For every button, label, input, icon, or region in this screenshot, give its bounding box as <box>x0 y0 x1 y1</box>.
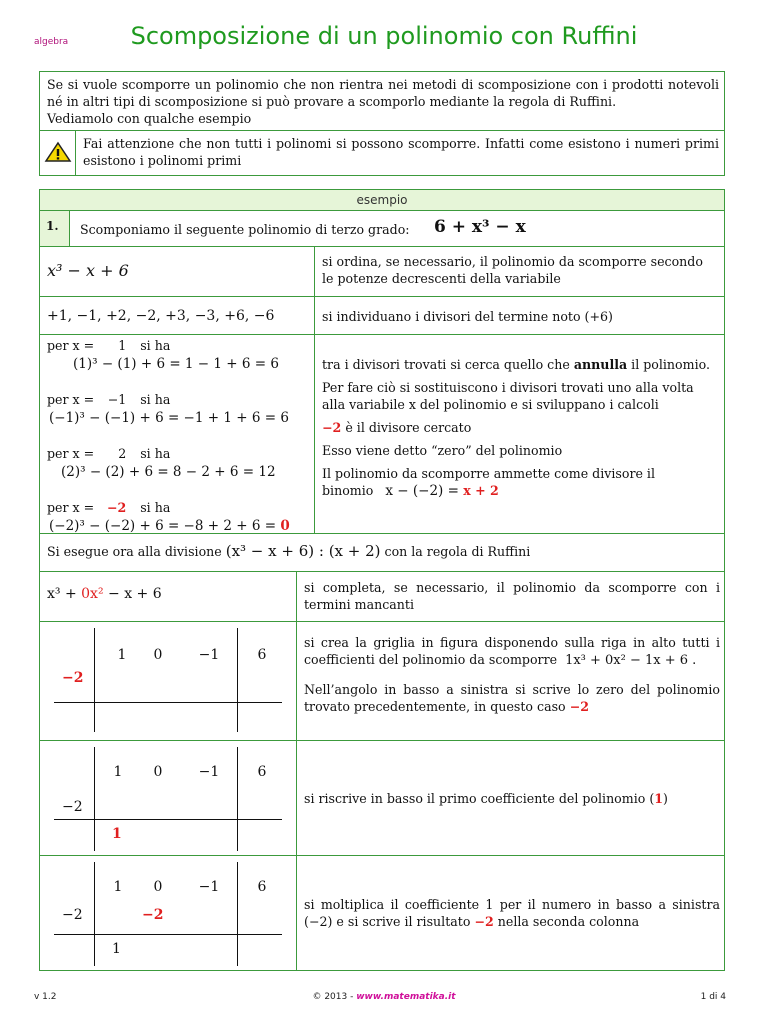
section-tag: algebra <box>34 37 69 47</box>
trials-list <box>47 337 312 553</box>
intro-text <box>47 76 719 127</box>
example-statement: Scomponiamo il seguente polinomio di terzo grado: <box>80 222 410 237</box>
footer-copyright: © 2013 - www.matematika.it <box>312 992 456 1002</box>
ruffini-step-1: 1 0 −1 6 −2 si crea la griglia in figura disponendo sulla riga in alto tutti i coefficienti del polinomio da scomporre 1x³ + 0x² − 1x + 6 . Nell’angolo in basso a sinistra si scrive lo zero del polinomio trovato precedentemente, in questo caso −2 <box>40 621 724 740</box>
division-row: Si esegue ora alla divisione (x³ − x + 6) : (x + 2) con la regola di Ruffini <box>40 533 724 571</box>
example-polynomial: 6 + x³ − x <box>434 217 526 237</box>
warning-text: Fai attenzione che non tutti i polinomi si possono scomporre. Infatti come esistono i numeri primi esistono i polinomi primi <box>83 136 719 168</box>
grid-zero: −2 <box>62 670 84 686</box>
trial-item: per x = 1 si ha (1)³ − (1) + 6 = 1 − 1 + 6 = 6 <box>47 337 312 391</box>
divisors-explanation: si individuano i divisori del termine noto (+6) <box>322 309 613 324</box>
divisors-row <box>40 296 724 334</box>
zero-result: 0 <box>280 518 290 534</box>
trials-explanation: tra i divisori trovati si cerca quello che annulla il polinomio. Per fare ciò si sostituiscono i divisori trovati uno alla volta alla variabile x del polinomio e si sviluppano i calcoli −2 è il divisore cercato Esso viene detto “zero” del polinomio Il polinomio da scomporre ammette come divisore il binomio x − (−2) = x + 2 <box>322 356 720 500</box>
warning-icon <box>44 141 72 163</box>
order-row <box>40 246 724 296</box>
warning-icon-cell <box>40 131 76 176</box>
step-3-explanation: si moltiplica il coefficiente 1 per il numero in basso a sinistra (−2) e si scrive il risultato −2 nella seconda colonna <box>304 897 720 929</box>
page-title: Scomposizione di un polinomio con Ruffini <box>130 22 638 50</box>
step-2-explanation: si riscrive in basso il primo coefficiente del polinomio (1) <box>304 791 668 806</box>
ruffini-step-3: 1 0 −1 6 −2 −2 1 si moltiplica il coefficiente 1 per il numero in basso a sinistra (−2) e si scrive il risultato −2 nella seconda colonna <box>40 855 724 971</box>
completed-polynomial: x³ + 0x² − x + 6 <box>47 586 162 602</box>
trial-item: per x = −1 si ha (−1)³ − (−1) + 6 = −1 + 1 + 6 = 6 <box>47 391 312 445</box>
binomial-divisor: x + 2 <box>463 483 499 498</box>
zero-name-text: Esso viene detto “zero” del polinomio <box>322 443 563 458</box>
grid-bottom-value: 1 <box>112 826 122 842</box>
divisors-list: +1, −1, +2, −2, +3, −3, +6, −6 <box>47 308 275 324</box>
trial-item-zero: per x = −2 si ha (−2)³ − (−2) + 6 = −8 + 2 + 6 = 0 <box>47 500 290 534</box>
statement-row <box>40 210 724 246</box>
trial-calc: (−2)³ − (−2) + 6 = −8 + 2 + 6 = <box>49 518 281 534</box>
version-label: v 1.2 <box>34 992 57 1002</box>
grid-product: −2 <box>142 907 164 923</box>
complete-row <box>40 571 724 621</box>
intro-paragraph-2: Vediamolo con qualche esempio <box>47 111 252 126</box>
substitution-text: Per fare ciò si sostituiscono i divisori trovati uno alla volta alla variabile x del polinomio e si sviluppano i calcoli <box>322 380 694 412</box>
ruffini-step-2: 1 0 −1 6 −2 1 si riscrive in basso il primo coefficiente del polinomio (1) <box>40 740 724 855</box>
trials-row <box>40 334 724 533</box>
complete-explanation: si completa, se necessario, il polinomio da scomporre con i termini mancanti <box>304 580 720 612</box>
example-number: 1. <box>40 211 70 246</box>
intro-divider <box>40 130 724 131</box>
division-expression: (x³ − x + 6) : (x + 2) <box>225 542 381 560</box>
divisor-found: −2 <box>322 420 342 435</box>
annulla-word: annulla <box>573 357 628 372</box>
page-number: 1 di 4 <box>700 992 726 1002</box>
intro-paragraph: Se si vuole scomporre un polinomio che non rientra nei metodi di scomposizione con i prodotti notevoli né in altri tipi di scomposizione si può provare a scomporlo mediante la regola di Ruffini. <box>47 77 719 109</box>
step-1-explanation: si crea la griglia in figura disponendo sulla riga in alto tutti i coefficienti del polinomio da scomporre 1x³ + 0x² − 1x + 6 . Nell’angolo in basso a sinistra si scrive lo zero del polinomio trovato precedentemente, in questo caso −2 <box>304 635 720 714</box>
trial-item: per x = 2 si ha (2)³ − (2) + 6 = 8 − 2 + 6 = 12 <box>47 445 312 499</box>
trial-calc: (2)³ − (2) + 6 = 8 − 2 + 6 = 12 <box>61 464 276 480</box>
order-explanation: si ordina, se necessario, il polinomio da scomporre secondo le potenze decrescenti della variabile <box>322 254 703 286</box>
site-link[interactable]: www.matematika.it <box>356 992 456 1002</box>
example-box <box>39 189 725 971</box>
trial-calc: (1)³ − (1) + 6 = 1 − 1 + 6 = 6 <box>73 356 279 372</box>
intro-box <box>39 71 725 176</box>
example-heading: esempio <box>40 190 724 210</box>
trial-calc: (−1)³ − (−1) + 6 = −1 + 1 + 6 = 6 <box>49 410 289 426</box>
ordered-polynomial: x³ − x + 6 <box>47 261 129 280</box>
